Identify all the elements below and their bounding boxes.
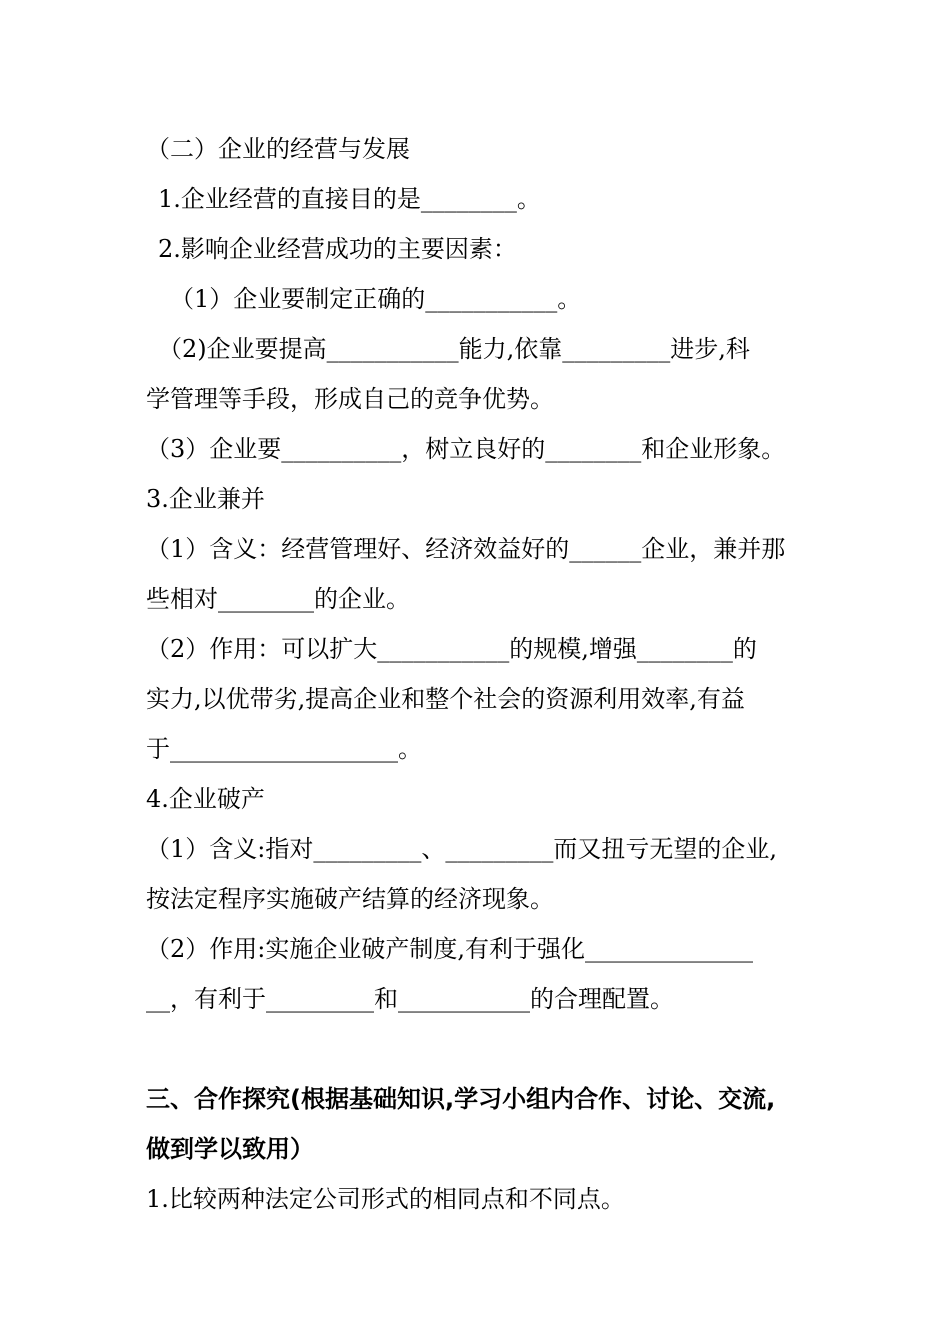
question-3-item-1-line-2: 些相对________的企业。 <box>146 585 410 613</box>
section-three-title-line-2: 做到学以致用） <box>146 1135 314 1163</box>
question-3-item-1-line-1: （1）含义：经营管理好、经济效益好的______企业，兼并那 <box>146 535 786 563</box>
question-2-item-3: （3）企业要__________，树立良好的________和企业形象。 <box>146 435 786 463</box>
section-three-question-1: 1.比较两种法定公司形式的相同点和不同点。 <box>146 1185 625 1213</box>
question-3-item-2-line-1: （2）作用：可以扩大___________的规模,增强________的 <box>146 635 757 663</box>
question-3-item-2-line-3: 于___________________。 <box>146 735 422 763</box>
question-4-item-2-line-2: __，有利于_________和___________的合理配置。 <box>146 985 674 1013</box>
question-1: 1.企业经营的直接目的是________。 <box>158 185 541 213</box>
question-2: 2.影响企业经营成功的主要因素： <box>158 235 517 263</box>
question-2-item-2-line-2: 学管理等手段，形成自己的竞争优势。 <box>146 385 554 413</box>
question-3-item-2-line-2: 实力,以优带劣,提高企业和整个社会的资源利用效率,有益 <box>146 685 745 713</box>
question-4-item-1-line-1: （1）含义:指对_________、_________而又扭亏无望的企业, <box>146 835 777 863</box>
section-three-title-line-1: 三、合作探究(根据基础知识,学习小组内合作、讨论、交流, <box>146 1085 776 1113</box>
question-4-item-1-line-2: 按法定程序实施破产结算的经济现象。 <box>146 885 554 913</box>
question-2-item-1: （1）企业要制定正确的___________。 <box>170 285 582 313</box>
question-2-item-2-line-1: （2)企业要提高___________能力,依靠_________进步,科 <box>158 335 750 363</box>
question-4: 4.企业破产 <box>146 785 265 813</box>
question-3: 3.企业兼并 <box>146 485 265 513</box>
question-4-item-2-line-1: （2）作用:实施企业破产制度,有利于强化______________ <box>146 935 753 963</box>
section-two-title: （二）企业的经营与发展 <box>146 135 410 163</box>
